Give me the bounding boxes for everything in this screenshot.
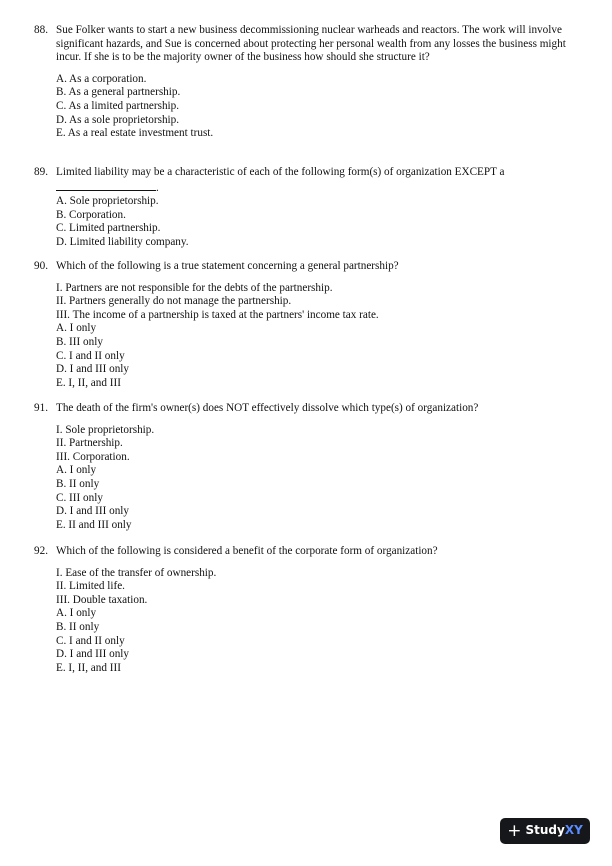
statement-iii: III. Double taxation. <box>56 593 148 606</box>
option-d: D. I and III only <box>56 505 130 518</box>
option-b: B. III only <box>56 335 103 348</box>
option-c: C. As a limited partnership. <box>56 99 180 112</box>
question-number: 90. <box>34 260 48 272</box>
option-b: B. II only <box>56 620 100 633</box>
option-e: E. II and III only <box>56 518 132 531</box>
statements-list <box>56 424 579 465</box>
option-c: C. III only <box>56 491 103 504</box>
option-e: E. I, II, and III <box>56 376 121 389</box>
option-a: A. Sole proprietorship. <box>56 195 159 208</box>
option-b: B. Corporation. <box>56 208 126 221</box>
question-number: 88. <box>34 24 48 36</box>
option-d: D. Limited liability company. <box>56 235 189 248</box>
statement-ii: II. Partnership. <box>56 437 123 450</box>
statement-i: I. Sole proprietorship. <box>56 423 155 436</box>
statement-i: I. Ease of the transfer of ownership. <box>56 566 217 579</box>
statement-i: I. Partners are not responsible for the debts of the partnership. <box>56 281 333 294</box>
options-list <box>56 322 579 390</box>
options-list <box>56 195 579 249</box>
question-text: The death of the firm's owner(s) does NOT effectively dissolve which type(s) of organization? <box>56 402 479 414</box>
question-text: Which of the following is a true statement concerning a general partnership? <box>56 260 399 272</box>
option-c: C. I and II only <box>56 634 125 647</box>
question-90 <box>34 260 579 390</box>
brand-suffix: XY <box>564 823 583 838</box>
statement-iii: III. The income of a partnership is taxed at the partners' income tax rate. <box>56 308 379 321</box>
answer-blank <box>56 180 156 191</box>
option-a: A. I only <box>56 464 97 477</box>
question-number: 91. <box>34 402 48 414</box>
question-text: Limited liability may be a characteristic of each of the following form(s) of organization EXCEPT a <box>56 166 505 178</box>
question-number: 92. <box>34 545 48 557</box>
option-b: B. II only <box>56 477 100 490</box>
option-c: C. Limited partnership. <box>56 222 161 235</box>
answer-blank-line <box>56 180 579 196</box>
option-e: E. As a real estate investment trust. <box>56 127 214 140</box>
plus-icon: + <box>507 820 522 841</box>
question-number: 89. <box>34 166 48 178</box>
studyxy-logo[interactable] <box>500 818 590 844</box>
option-b: B. As a general partnership. <box>56 86 181 99</box>
question-91 <box>34 402 579 532</box>
brand-name <box>525 824 582 838</box>
statements-list <box>56 567 579 608</box>
options-list <box>56 464 579 532</box>
blank-suffix: . <box>156 181 159 194</box>
option-a: A. As a corporation. <box>56 72 147 85</box>
option-c: C. I and II only <box>56 349 125 362</box>
option-a: A. I only <box>56 322 97 335</box>
question-text: Sue Folker wants to start a new business decommissioning nuclear warheads and reactors. The work will involve significant hazards, and Sue is concerned about protecting her personal wealth from any losses the business might incur. If she is to be the majority owner of the business how should she structure it? <box>56 24 566 64</box>
options-list <box>56 607 579 675</box>
option-a: A. I only <box>56 607 97 620</box>
question-88 <box>34 24 579 141</box>
option-e: E. I, II, and III <box>56 661 121 674</box>
question-92 <box>34 545 579 675</box>
statements-list <box>56 282 579 323</box>
option-d: D. I and III only <box>56 363 130 376</box>
question-89 <box>34 166 579 250</box>
statement-iii: III. Corporation. <box>56 450 130 463</box>
option-d: D. I and III only <box>56 648 130 661</box>
brand-prefix: Study <box>525 823 565 838</box>
statement-ii: II. Partners generally do not manage the partnership. <box>56 295 292 308</box>
option-d: D. As a sole proprietorship. <box>56 113 180 126</box>
options-list <box>56 73 579 141</box>
statement-ii: II. Limited life. <box>56 580 125 593</box>
question-text: Which of the following is considered a benefit of the corporate form of organization? <box>56 545 438 557</box>
